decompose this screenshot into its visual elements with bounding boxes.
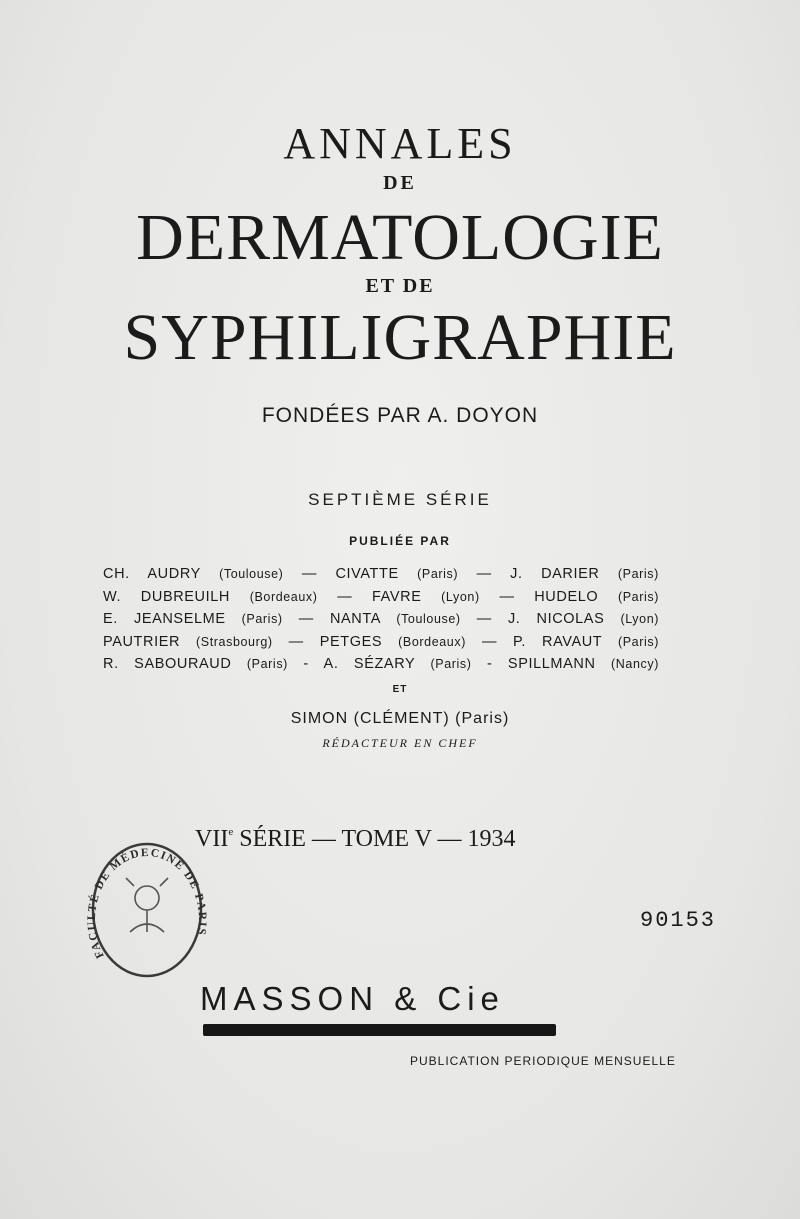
stamp-text: FACULTÉ DE MÉDECINE DE PARIS: [85, 846, 209, 961]
title-syphiligraphie: SYPHILIGRAPHIE: [123, 301, 677, 374]
contributor-line: R. SABOURAUD (Paris) - A. SÉZARY (Paris) - SPILLMANN (Nancy): [103, 656, 659, 672]
editor-role: RÉDACTEUR EN CHEF: [322, 736, 478, 750]
publisher-name: MASSON & Cie: [200, 980, 505, 1017]
svg-text:FACULTÉ DE MÉDECINE DE PARIS: [86, 847, 208, 960]
founded-by: FONDÉES PAR A. DOYON: [261, 404, 539, 427]
publisher-rule: [203, 1024, 556, 1036]
title-de: DE: [383, 172, 417, 194]
contributor-line: PAUTRIER (Strasbourg) — PETGES (Bordeaux) — P. RAVAUT (Paris): [103, 633, 659, 650]
periodicity-note: PUBLICATION PERIODIQUE MENSUELLE: [410, 1054, 676, 1068]
shelf-number: 90153: [640, 908, 717, 933]
contributor-line: CH. AUDRY (Toulouse) — CIVATTE (Paris) — J. DARIER (Paris): [103, 566, 659, 582]
editor-name: SIMON (CLÉMENT) (Paris): [290, 710, 510, 727]
contributor-list: [103, 563, 659, 676]
contributor-line: E. JEANSELME (Paris) — NANTA (Toulouse) — J. NICOLAS (Lyon): [103, 611, 660, 627]
title-et-de: ET DE: [365, 275, 435, 297]
series-heading: SEPTIÈME SÉRIE: [308, 490, 492, 509]
volume-line: VIIe SÉRIE — TOME V — 1934: [195, 826, 516, 852]
title-dermatologie: DERMATOLOGIE: [136, 201, 664, 274]
published-by: PUBLIÉE PAR: [349, 534, 451, 548]
stamp-emblem-icon: [126, 878, 168, 932]
and-label: ET: [392, 684, 408, 695]
contributor-line: W. DUBREUILH (Bordeaux) — FAVRE (Lyon) — HUDELO (Paris): [103, 588, 659, 605]
library-stamp: [82, 828, 212, 988]
title-annales: ANNALES: [283, 119, 517, 168]
